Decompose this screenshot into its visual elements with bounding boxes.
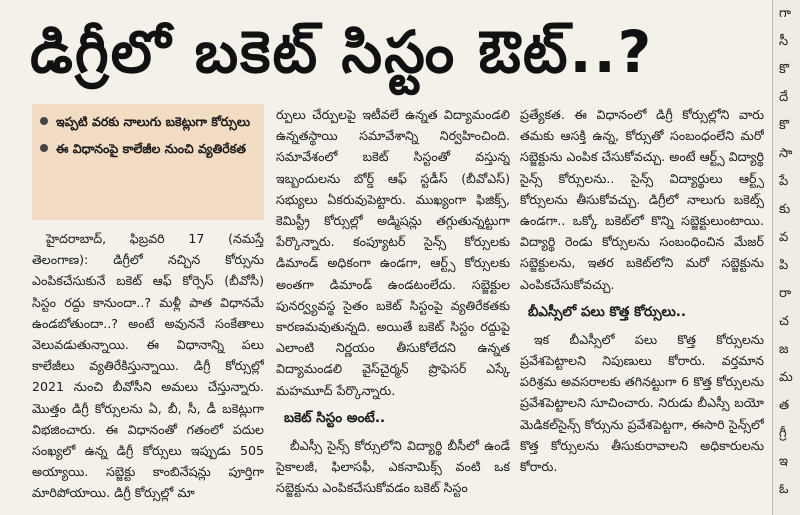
highlight-item	[38, 138, 258, 159]
edge-text-fragment: జ	[779, 342, 789, 357]
edge-text-fragment: పే	[779, 174, 789, 189]
body-paragraph: ర్పులు చేర్పులపై ఇటీవలే ఉన్నత విద్యామండలి ఉన్నతస్థాయి సమావేశాన్ని నిర్వహించింది. సమావేశంలో బకెట్ సిస్టంతో వస్తున్న ఇబ్బందులను బోర్డ్ ఆఫ్ స్టడీస్ (బీవోఎస్) సభ్యులు ఏకరువుపెట్టారు. ముఖ్యంగా ఫిజిక్స్, కెమిస్ట్రీ కోర్సుల్లో అడ్మిషన్లు తగ్గుతున్నట్టుగా పేర్కొన్నారు. కంప్యూటర్ సైన్స్ కోర్సులకు డిమాండ్ అధికంగా ఉండగా, ఆర్ట్స్ కోర్సులకు అంతగా డిమాండ్ ఉండటంలేదు. సబ్జెక్టుల పునర్వ్యవస్థ సైతం బకెట్ సిస్టంపై వ్యతిరేకతకు కారణమవుతున్నది. అయితే బకెట్ సిస్టం రద్దుపై ఎలాంటి నిర్ణయం తీసుకోలేదని ఉన్నత విద్యామండలి వైస్‌చైర్మన్ ప్రొఫెసర్ ఎస్కే మహమూద్ పేర్కొన్నారు.	[276, 107, 510, 398]
edge-text-fragment: సా	[779, 146, 793, 161]
edge-text-fragment: త	[779, 398, 790, 413]
edge-text-fragment: పి	[779, 258, 789, 273]
edge-text-fragment: గ్రీ	[779, 426, 787, 441]
highlight-item	[38, 111, 258, 132]
subheading: బకెట్ సిస్టం అంటే..	[284, 409, 386, 426]
edge-text-fragment: కొ	[779, 62, 790, 77]
column-3	[520, 104, 764, 509]
edge-text-fragment: చ	[779, 314, 789, 329]
edge-text-fragment: మ	[779, 370, 793, 385]
edge-text-fragment: ఇ	[779, 454, 788, 469]
body-paragraph: హైదరాబాద్, ఫిబ్రవరి 17 (నమస్తే తెలంగాణ): డిగ్రీలో నచ్చిన కోర్సును ఎంపికచేసుకునే బకెట్ ఆఫ్ కోర్సెస్ (బీవోసీ) సిస్టం రద్దు కానుందా..? మళ్లీ పాత విధానమే ఉండబోతుందా..? అంటే అవుననే సంకేతాలు వెలువడుతున్నాయి. ఈ విధానాన్ని పలు కాలేజీలు వ్యతిరేకిస్తున్నాయి. డిగ్రీ కోర్సుల్లో 2021 నుంచి బీవోసీని అమలు చేస్తున్నారు. మొత్తం డిగ్రీ కోర్సులను ఏ, బీ, సీ, డీ బకెట్లుగా విభజించారు. ఈ విధానంతో గతంలో పదుల సంఖ్యలో ఉన్న డిగ్రీ కోర్సులు ఇప్పుడు 505 అయ్యాయి. సబ్జెక్టు కాంబినేషన్లు పూర్తిగా మారిపోయాయి. డిగ్రీ కోర్సుల్లో మా	[32, 231, 264, 501]
bullet-icon	[40, 117, 48, 125]
body-paragraph: ప్రత్యేకత. ఈ విధానంలో డిగ్రీ కోర్సుల్లోని వారు తమకు ఆసక్తి ఉన్న, కోర్సుతో సంబంధంలేని మరో సబ్జెక్టును ఎంపిక చేసుకోవచ్చు. అంటే ఆర్ట్స్ విద్యార్థి సైన్స్ కోర్సులను.. సైన్స్ విద్యార్థులు ఆర్ట్స్ కోర్సులను తీసుకోవచ్చు. డిగ్రీలో నాలుగు బకెట్స్ ఉండగా.. ఒక్కో బకెట్‌లో కొన్ని సబ్జెక్టులుంటాయి. విద్యార్థి రెండు కోర్సులను సంబంధించిన మేజర్ సబ్జెక్టులను, ఇతర బకెట్‌లోని మరో సబ్జెక్టును ఎంపికచేసుకోవచ్చు.	[520, 107, 764, 292]
highlight-text: ఇప్పటి వరకు నాలుగు బకెట్లుగా కోర్సులు	[56, 114, 251, 129]
edge-text-fragment: వ	[779, 230, 789, 245]
column-2	[276, 104, 510, 509]
edge-text-fragment: కొ	[779, 118, 790, 133]
edge-text-fragment: ఓ	[779, 482, 789, 497]
edge-text-fragment: గా	[779, 6, 791, 21]
body-paragraph: ఇక బీఎస్సీలో పలు కొత్త కోర్సులను ప్రవేశపెట్టాలని నిపుణులు కోరారు. వర్తమాన పరిశ్రమ అవసరాలకు తగినట్టుగా 6 కొత్త కోర్సులను ప్రవేశపెట్టాలని సూచించారు. నిరుడు బీఎస్సీ బయో మెడికల్‌సైన్స్ కోర్సును ప్రవేశపెట్టగా, ఈసారి సైన్స్‌లో కొత్త కోర్సులను తీసుకురావాలని అధికారులను కోరారు.	[520, 331, 764, 475]
edge-text-fragment: సీ	[779, 34, 789, 49]
subheading: బీఎస్సీలో పలు కొత్త కోర్సులు..	[528, 303, 687, 320]
adjacent-article-edge	[772, 0, 800, 515]
body-paragraph: బీఎస్సీ సైన్స్ కోర్సులోని విద్యార్థి బీసీలో ఉండే సైకాలజీ, ఫిలాసఫీ, ఎకనామిక్స్ వంటి ఒక సబ్జెక్టును ఎంపికచేసుకోవడం బకెట్ సిస్టం	[276, 437, 510, 496]
highlights-box	[32, 104, 264, 220]
edge-text-fragment: దే	[779, 90, 789, 105]
edge-text-fragment: కు	[779, 202, 791, 217]
highlight-text: ఈ విధానంపై కాలేజీల నుంచి వ్యతిరేకత	[56, 141, 246, 156]
headline: డిగ్రీలో బకెట్ సిస్టం ఔట్..?	[30, 18, 654, 86]
column-1	[32, 104, 264, 509]
bullet-icon	[40, 144, 48, 152]
edge-text-fragment: రా	[779, 286, 792, 301]
